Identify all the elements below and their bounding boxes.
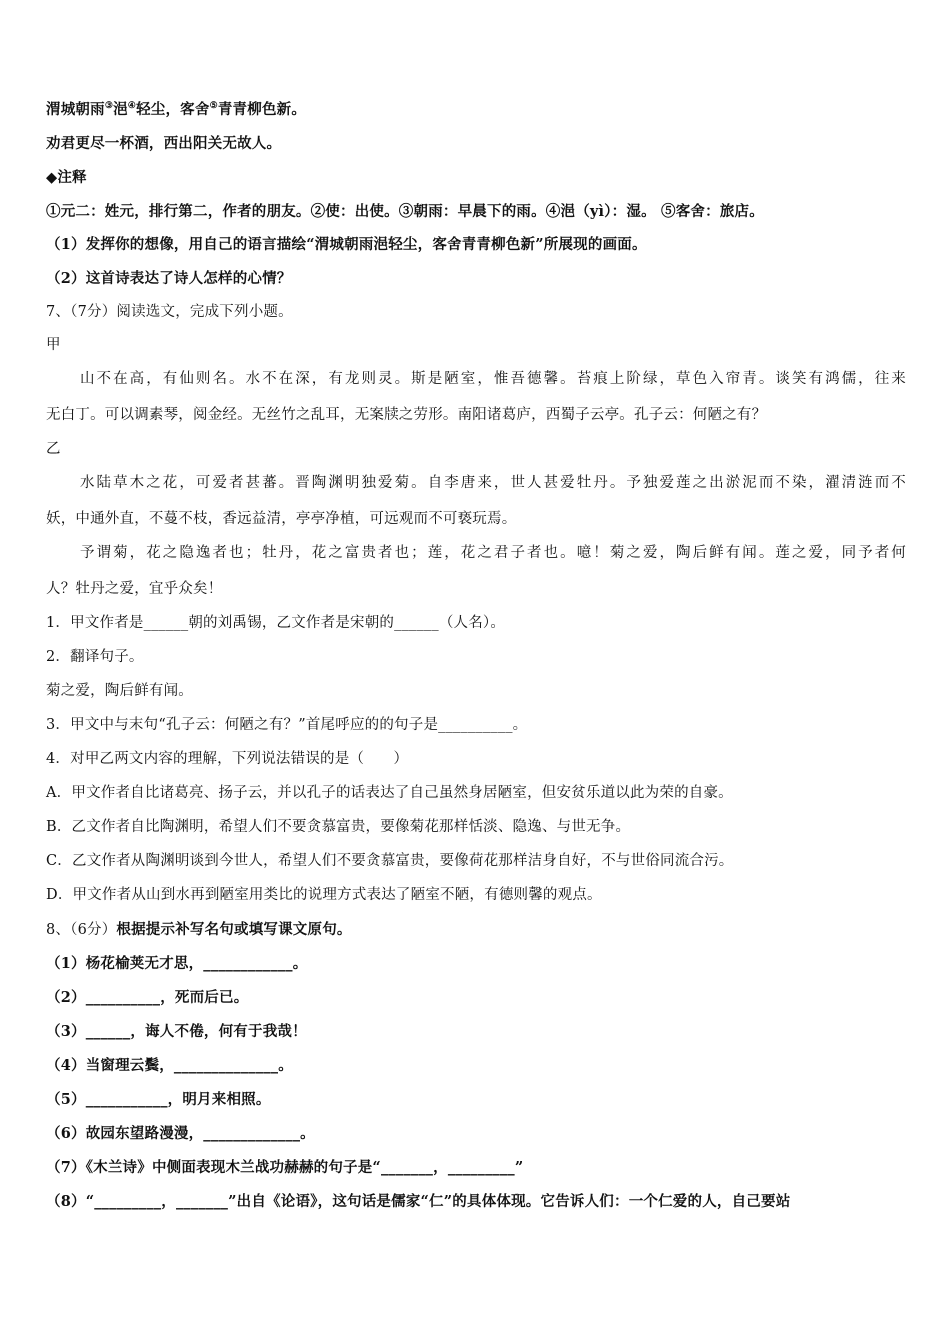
q8-item-6: （6）故园东望路漫漫，_____________。 (46, 1125, 315, 1142)
q8-item-4: （4）当窗理云鬓，______________。 (46, 1057, 293, 1074)
q8-item-1: （1）杨花榆荚无才思，____________。 (46, 955, 308, 972)
note-mark-4: ④ (127, 101, 137, 112)
passage-yi-line-4: 人？牡丹之爱，宜乎众矣！ (46, 581, 223, 597)
option-b: B．乙文作者自比陶渊明，希望人们不要贪慕富贵，要像菊花那样恬淡、隐逸、与世无争。 (46, 819, 631, 835)
q8-title-number: 8、（6分） (46, 922, 117, 938)
passage-yi-line-1: 水陆草木之花，可爱者甚蕃。晋陶渊明独爱菊。自李唐来，世人甚爱牡丹。予独爱莲之出淤泥而不染，濯清涟而不 (80, 475, 906, 491)
q7-subquestion-2-sentence: 菊之爱，陶后鲜有闻。 (46, 683, 193, 699)
notes-text: ①元二：姓元，排行第二，作者的朋友。②使：出使。③朝雨：早晨下的雨。④浥（yì）：湿。 ⑤客舍：旅店。 (46, 203, 764, 220)
q8-item-3: （3）______，诲人不倦，何有于我哉！ (46, 1023, 307, 1040)
passage-yi-line-3: 予谓菊，花之隐逸者也；牡丹，花之富贵者也；莲，花之君子者也。噫！菊之爱，陶后鲜有闻。莲之爱，同予者何 (80, 545, 906, 561)
poem-line-1 (46, 99, 906, 121)
poem-line-1-part-c: 轻尘，客舍 (136, 101, 210, 118)
passage-jia-line-2: 无白丁。可以调素琴，阅金经。无丝竹之乱耳，无案牍之劳形。南阳诸葛庐，西蜀子云亭。孔子云：何陋之有？ (46, 407, 767, 423)
passage-yi-label: 乙 (46, 441, 61, 457)
passage-yi-line-2: 妖，中通外直，不蔓不枝，香远益清，亭亭净植，可远观而不可亵玩焉。 (46, 511, 517, 527)
notes-title: ◆注释 (46, 169, 87, 186)
q8-item-2: （2）__________，死而后已。 (46, 989, 249, 1006)
q7-subquestion-3: 3．甲文中与末句“孔子云：何陋之有？”首尾呼应的的句子是__________。 (46, 717, 528, 733)
option-d: D．甲文作者从山到水再到陋室用类比的说理方式表达了陋室不陋，有德则馨的观点。 (46, 887, 602, 903)
q8-item-8: （8）“_________，_______”出自《论语》，这句话是儒家“仁”的具体体现。它告诉人们：一个仁爱的人，自己要站 (46, 1193, 791, 1210)
poem-line-1-part-b: 浥 (113, 101, 128, 118)
note-mark-3: ③ (104, 101, 114, 112)
poem-question-1: （1）发挥你的想像，用自己的语言描绘“渭城朝雨浥轻尘，客舍青青柳色新”所展现的画面。 (46, 236, 647, 253)
q8-item-7: （7）《木兰诗》中侧面表现木兰战功赫赫的句子是“_______，_________” (46, 1159, 524, 1176)
option-a: A．甲文作者自比诸葛亮、扬子云，并以孔子的话表达了自己虽然身居陋室，但安贫乐道以此为荣的自豪。 (46, 785, 733, 801)
option-c: C．乙文作者从陶渊明谈到今世人，希望人们不要贪慕富贵，要像荷花那样洁身自好，不与世俗同流合污。 (46, 853, 734, 869)
note-mark-5: ⑤ (209, 101, 218, 112)
q8-title (46, 919, 906, 941)
poem-line-1-part-a: 渭城朝雨 (46, 101, 105, 118)
poem-line-1-part-d: 青青柳色新。 (217, 101, 307, 118)
q8-title-instruction: 根据提示补写名句或填写课文原句。 (116, 921, 352, 938)
poem-line-2: 劝君更尽一杯酒，西出阳关无故人。 (46, 135, 282, 152)
poem-question-2: （2）这首诗表达了诗人怎样的心情？ (46, 270, 292, 287)
q7-subquestion-4: 4．对甲乙两文内容的理解，下列说法错误的是（ ） (46, 751, 409, 767)
passage-jia-label: 甲 (46, 337, 61, 353)
q7-subquestion-1: 1．甲文作者是______朝的刘禹锡，乙文作者是宋朝的______（人名）。 (46, 615, 506, 631)
q7-subquestion-2: 2．翻译句子。 (46, 649, 144, 665)
q8-item-5: （5）___________，明月来相照。 (46, 1091, 271, 1108)
q7-title: 7、（7分）阅读选文，完成下列小题。 (46, 304, 293, 320)
passage-jia-line-1: 山不在高，有仙则名。水不在深，有龙则灵。斯是陋室，惟吾德馨。苔痕上阶绿，草色入帘青。谈笑有鸿儒，往来 (80, 371, 906, 387)
